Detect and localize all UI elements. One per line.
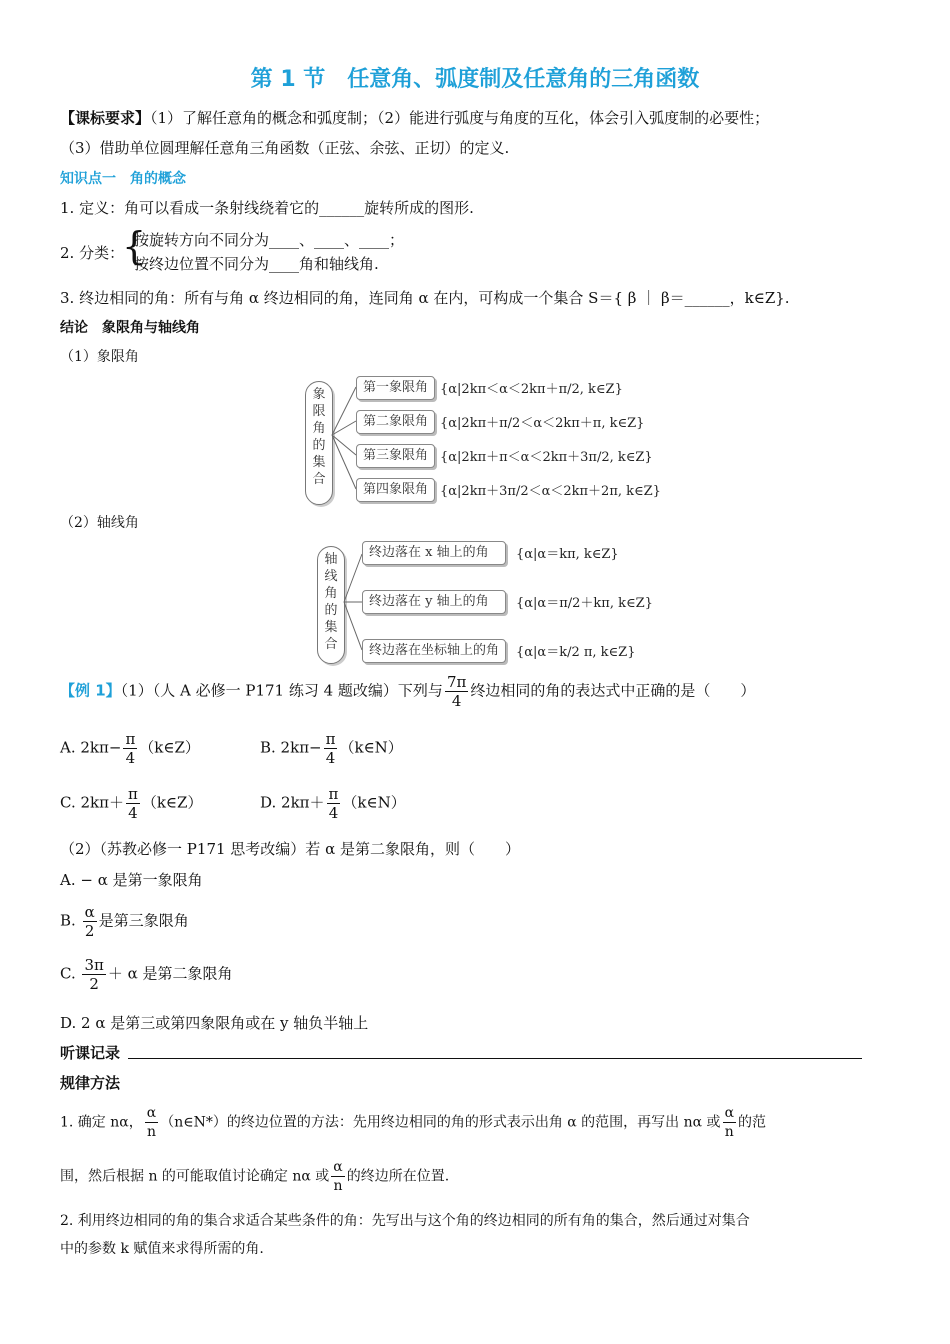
oval-char: 线 <box>324 569 338 584</box>
option-fraction <box>123 730 137 767</box>
option-a[interactable] <box>60 730 200 767</box>
option-d[interactable] <box>260 785 406 822</box>
oval-char: 角 <box>324 586 338 601</box>
option-c[interactable] <box>60 785 202 822</box>
diagram2-set-1: {α|α＝kπ, k∈Z} <box>516 547 619 562</box>
diagram1-label-4: 第四象限角 <box>356 478 435 502</box>
example1-question1 <box>60 673 755 710</box>
oval-char: 的 <box>324 603 338 618</box>
diagram2-set-2: {α|α＝π/2＋kπ, k∈Z} <box>516 596 653 611</box>
method-fraction <box>723 1104 736 1141</box>
oval-char: 轴 <box>324 552 338 567</box>
oval-char: 角 <box>312 421 326 436</box>
diagram1-label-2: 第二象限角 <box>356 410 435 434</box>
definition-2-line2: 按终边位置不同分为____角和轴线角. <box>134 255 379 273</box>
fraction-denominator: 4 <box>451 692 462 710</box>
diagram1-set-2: {α|2kπ＋π/2＜α＜2kπ＋π, k∈Z} <box>440 416 645 431</box>
option-text: （k∈N） <box>339 738 403 757</box>
diagram1-oval <box>305 381 333 505</box>
example-label: 【例 1】 <box>60 681 121 700</box>
option-text: C. 2kπ＋ <box>60 793 124 812</box>
notes-line[interactable] <box>128 1058 862 1059</box>
fraction-denominator: 4 <box>125 749 136 767</box>
method-fraction <box>145 1104 158 1141</box>
fraction-numerator: α <box>724 1105 735 1121</box>
method-text: 的范 <box>738 1114 767 1131</box>
q2-option-b[interactable] <box>60 903 189 940</box>
diagram2-set-3: {α|α＝k/2 π, k∈Z} <box>516 645 636 660</box>
fraction-numerator: α <box>84 903 95 921</box>
oval-char: 合 <box>312 472 326 487</box>
oval-char: 的 <box>312 438 326 453</box>
q1-text-pre: （1）（人 A 必修一 P171 练习 4 题改编）下列与 <box>120 681 443 700</box>
q2-option-a[interactable]: A. − α 是第一象限角 <box>60 871 203 889</box>
definition-2-line1: 按旋转方向不同分为____、____、____； <box>134 231 405 249</box>
method-text: 1. 确定 nα， <box>60 1114 143 1131</box>
option-letter: C. <box>60 964 81 983</box>
definition-3: 3. 终边相同的角：所有与角 α 终边相同的角，连同角 α 在内，可构成一个集合 S＝{ β ｜ β＝______，k∈Z}. <box>60 289 790 307</box>
example1-question2: （2）（苏教必修一 P171 思考改编）若 α 是第二象限角，则（ ） <box>60 840 520 858</box>
method-1-line1 <box>60 1104 766 1141</box>
method-text: 围，然后根据 n 的可能取值讨论确定 nα 或 <box>60 1168 330 1185</box>
method-2-line2: 中的参数 k 赋值来求得所需的角. <box>60 1241 264 1257</box>
fraction-numerator: α <box>333 1159 343 1175</box>
option-text: B. 2kπ− <box>260 738 322 757</box>
fraction-denominator: 4 <box>128 804 138 822</box>
diagram2-label-2: 终边落在 y 轴上的角 <box>362 590 506 614</box>
brace: { <box>122 224 147 268</box>
section-heading: 知识点一 角的概念 <box>60 171 186 187</box>
requirements-label: 【课标要求】 <box>60 109 151 127</box>
diagram1-label-3: 第三象限角 <box>356 444 435 468</box>
fraction-denominator: 2 <box>89 975 99 993</box>
option-text: D. 2kπ＋ <box>260 793 325 812</box>
fraction-numerator: 3π <box>84 956 104 974</box>
fraction-denominator: n <box>724 1124 734 1140</box>
q2-option-c[interactable] <box>60 956 233 993</box>
method-1-line2 <box>60 1158 449 1195</box>
oval-char: 限 <box>312 404 326 419</box>
option-text: （k∈Z） <box>139 738 200 757</box>
fraction-numerator: π <box>325 730 336 748</box>
q1-text-post: 终边相同的角的表达式中正确的是（ ） <box>470 681 756 700</box>
subheading-axis: （2）轴线角 <box>60 515 139 531</box>
option-text: ＋ α 是第二象限角 <box>107 964 233 983</box>
page-title: 第 1 节 任意角、弧度制及任意角的三角函数 <box>250 67 700 92</box>
fraction-numerator: 7π <box>446 673 467 691</box>
option-text: 是第三象限角 <box>98 911 189 930</box>
option-letter: B. <box>60 911 81 930</box>
fraction-numerator: π <box>328 785 339 803</box>
method-2-line1: 2. 利用终边相同的角的集合求适合某些条件的角：先写出与这个角的终边相同的所有角的集合，然后通过对集合 <box>60 1213 750 1229</box>
subheading-quadrant: （1）象限角 <box>60 349 139 365</box>
fraction-numerator: α <box>146 1105 157 1121</box>
method-text: 的终边所在位置. <box>346 1168 450 1185</box>
option-text: A. 2kπ− <box>60 738 122 757</box>
option-fraction <box>327 785 341 822</box>
oval-char: 合 <box>324 637 338 652</box>
fraction-denominator: n <box>146 1124 156 1140</box>
oval-char: 集 <box>324 620 338 635</box>
option-text: （k∈N） <box>342 793 406 812</box>
method-fraction <box>331 1158 344 1195</box>
fraction-denominator: 2 <box>84 922 95 940</box>
requirements-text1: （1）了解任意角的概念和弧度制；（2）能进行弧度与角度的互化，体会引入弧度制的必要性； <box>150 109 770 127</box>
fraction-denominator: 4 <box>328 804 339 822</box>
option-fraction <box>83 903 97 940</box>
diagram1-set-1: {α|2kπ＜α＜2kπ＋π/2, k∈Z} <box>440 382 623 397</box>
fraction-denominator: n <box>333 1178 343 1194</box>
diagram1-label-1: 第一象限角 <box>356 376 435 400</box>
method-text: （n∈N*）的终边位置的方法：先用终边相同的角的形式表示出角 α 的范围，再写出 nα 或 <box>160 1114 721 1131</box>
diagram1-set-3: {α|2kπ＋π＜α＜2kπ＋3π/2, k∈Z} <box>440 450 653 465</box>
diagram2-oval <box>317 546 345 664</box>
method-title: 规律方法 <box>60 1074 121 1092</box>
option-b[interactable] <box>260 730 403 767</box>
diagram2-label-3: 终边落在坐标轴上的角 <box>362 639 506 663</box>
diagram2-label-1: 终边落在 x 轴上的角 <box>362 541 506 565</box>
option-fraction <box>324 730 338 767</box>
fraction-numerator: π <box>125 730 136 748</box>
oval-char: 象 <box>312 387 326 402</box>
option-fraction <box>82 956 105 993</box>
q2-option-d[interactable]: D. 2 α 是第三或第四象限角或在 y 轴负半轴上 <box>60 1014 369 1032</box>
requirements-line1 <box>60 107 769 128</box>
option-fraction <box>126 785 140 822</box>
option-text: （k∈Z） <box>141 793 203 812</box>
conclusion-heading: 结论 象限角与轴线角 <box>60 320 200 336</box>
fraction-denominator: 4 <box>325 749 336 767</box>
definition-1: 1. 定义：角可以看成一条射线绕着它的______旋转所成的图形. <box>60 199 474 217</box>
q1-fraction <box>445 673 468 710</box>
notes-label: 听课记录 <box>60 1044 121 1062</box>
definition-2-label: 2. 分类： <box>60 244 125 262</box>
diagram1-set-4: {α|2kπ＋3π/2＜α＜2kπ＋2π, k∈Z} <box>440 484 661 499</box>
fraction-numerator: π <box>127 785 138 803</box>
requirements-line2: （3）借助单位圆理解任意角三角函数（正弦、余弦、正切）的定义. <box>60 139 510 157</box>
oval-char: 集 <box>312 455 326 470</box>
